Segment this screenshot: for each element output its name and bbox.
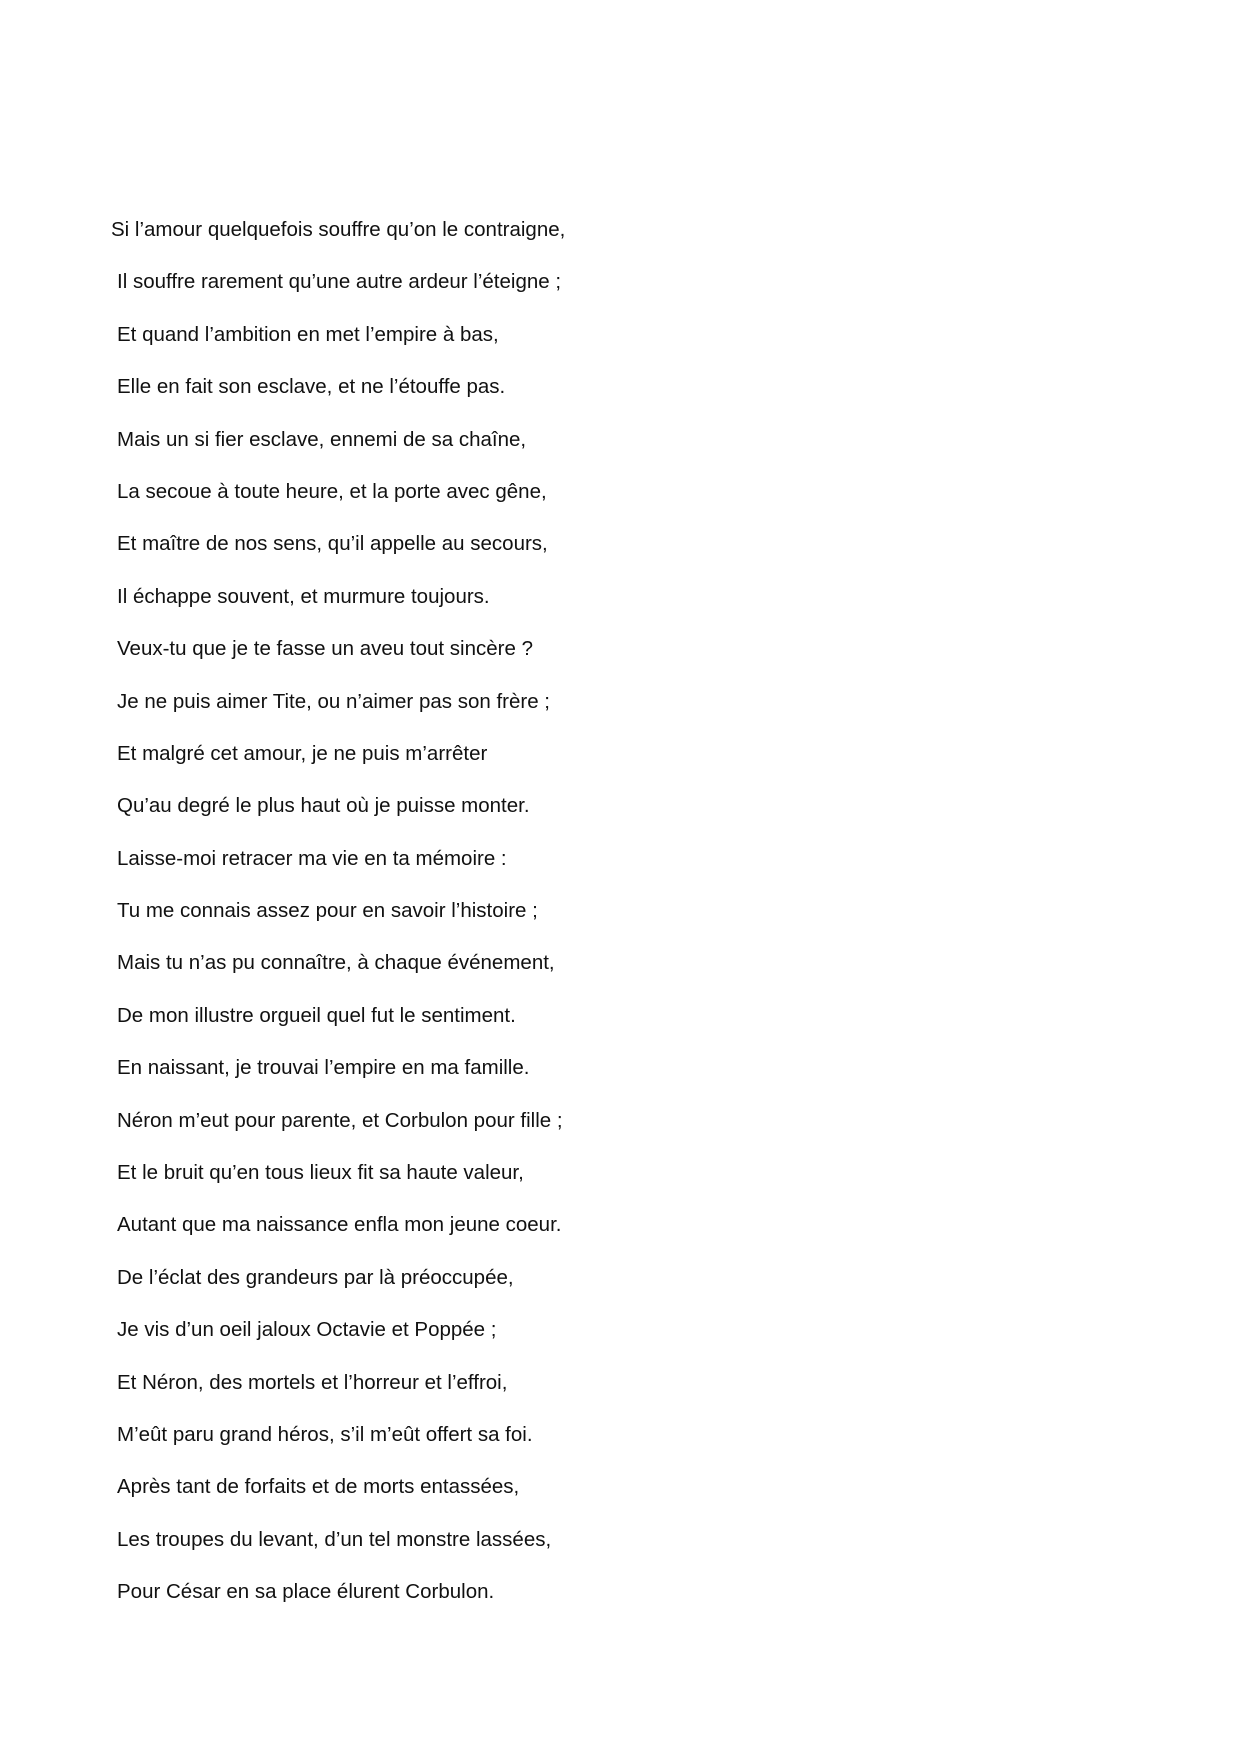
verse-line-21: De l’éclat des grandeurs par là préoccupée,: [117, 1265, 514, 1289]
verse-line-11: Et malgré cet amour, je ne puis m’arrêter: [117, 741, 488, 765]
verse-line-13: Laisse-moi retracer ma vie en ta mémoire :: [117, 846, 507, 870]
verse-line-12: Qu’au degré le plus haut où je puisse monter.: [117, 794, 530, 818]
verse-line-10: Je ne puis aimer Tite, ou n’aimer pas son frère ;: [117, 689, 550, 713]
verse-list: [111, 214, 1011, 1629]
verse-line-6: La secoue à toute heure, et la porte avec gêne,: [117, 479, 547, 503]
verse-line-3: Et quand l’ambition en met l’empire à bas,: [117, 322, 499, 346]
verse-line-26: Les troupes du levant, d’un tel monstre lassées,: [117, 1527, 552, 1551]
verse-line-17: En naissant, je trouvai l’empire en ma famille.: [117, 1056, 530, 1080]
verse-line-24: M’eût paru grand héros, s’il m’eût offert sa foi.: [117, 1422, 533, 1446]
verse-line-15: Mais tu n’as pu connaître, à chaque événement,: [117, 951, 555, 975]
verse-line-4: Elle en fait son esclave, et ne l’étouffe pas.: [117, 375, 506, 399]
verse-line-7: Et maître de nos sens, qu’il appelle au secours,: [117, 532, 548, 556]
verse-line-19: Et le bruit qu’en tous lieux fit sa haute valeur,: [117, 1161, 524, 1185]
verse-line-16: De mon illustre orgueil quel fut le sentiment.: [117, 1003, 516, 1027]
verse-line-22: Je vis d’un oeil jaloux Octavie et Poppée ;: [117, 1318, 497, 1342]
verse-line-18: Néron m’eut pour parente, et Corbulon pour fille ;: [117, 1108, 563, 1132]
verse-line-1: Si l’amour quelquefois souffre qu’on le contraigne,: [111, 218, 566, 241]
verse-line-27: Pour César en sa place élurent Corbulon.: [117, 1580, 495, 1604]
verse-line-9: Veux-tu que je te fasse un aveu tout sincère ?: [117, 637, 533, 661]
verse-line-23: Et Néron, des mortels et l’horreur et l’effroi,: [117, 1370, 508, 1394]
verse-line-2: Il souffre rarement qu’une autre ardeur l’éteigne ;: [117, 270, 562, 294]
verse-line-14: Tu me connais assez pour en savoir l’histoire ;: [117, 899, 538, 923]
verse-line-5: Mais un si fier esclave, ennemi de sa chaîne,: [117, 427, 527, 451]
verse-line-25: Après tant de forfaits et de morts entassées,: [117, 1475, 520, 1499]
verse-line-20: Autant que ma naissance enfla mon jeune coeur.: [117, 1213, 562, 1237]
verse-line-8: Il échappe souvent, et murmure toujours.: [117, 584, 490, 608]
